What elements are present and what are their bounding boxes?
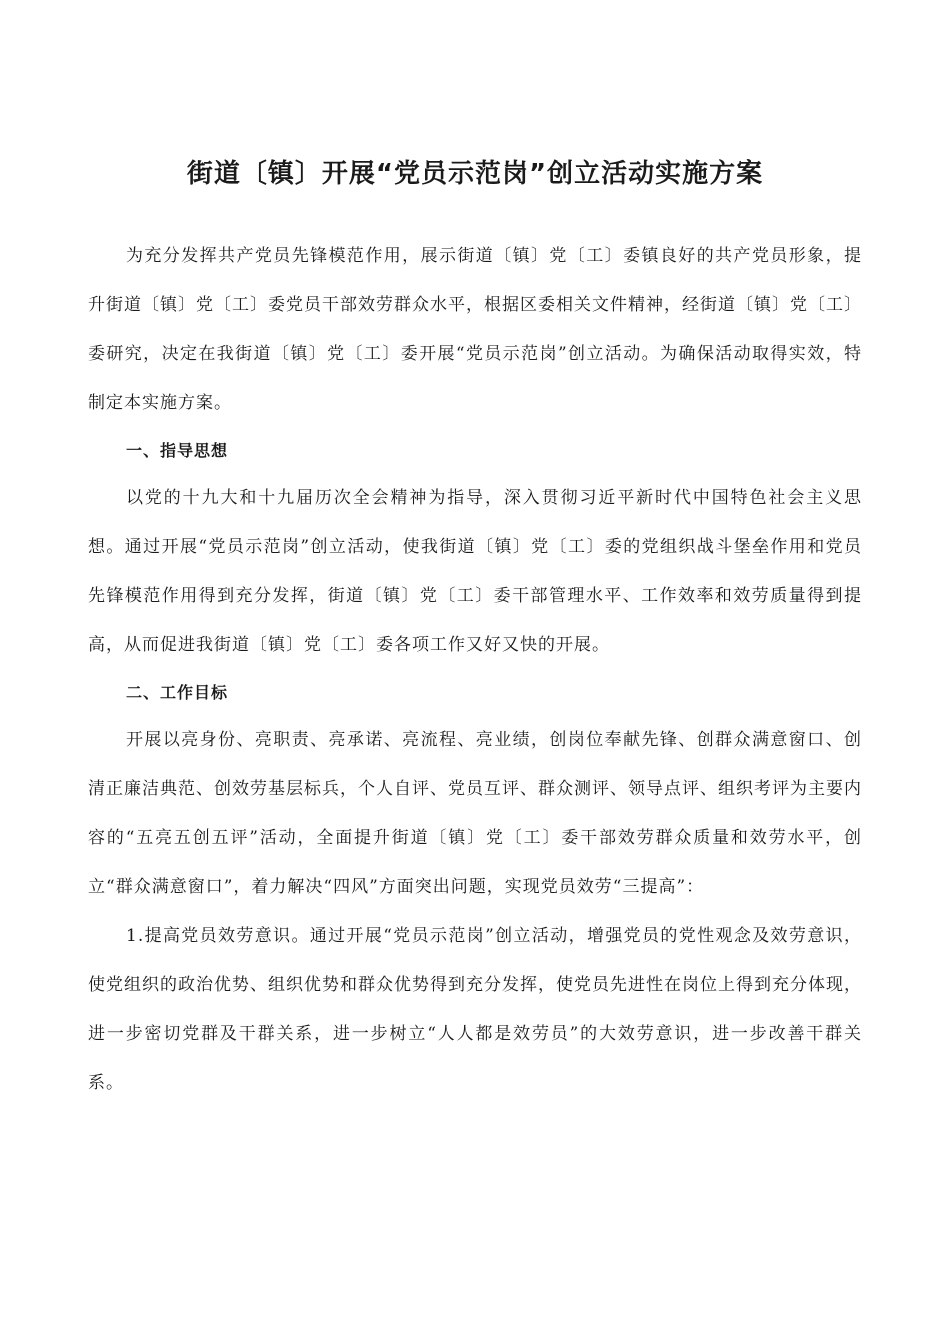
section-heading-work-goals: 二、工作目标: [126, 683, 229, 702]
goal-item-1-paragraph: 1.提高党员效劳意识。通过开展“党员示范岗”创立活动，增强党员的党性观念及效劳意识，使党组织的政治优势、组织优势和群众优势得到充分发挥，使党员先进性在岗位上得到充分体现，进一步密切党群及干群关系，进一步树立“人人都是效劳员”的大效劳意识，进一步改善干群关系。: [88, 926, 862, 1093]
section-heading-guiding-ideology: 一、指导思想: [126, 441, 229, 460]
guiding-ideology-paragraph: 以党的十九大和十九届历次全会精神为指导，深入贯彻习近平新时代中国特色社会主义思想。通过开展“党员示范岗”创立活动，使我街道〔镇〕党〔工〕委的党组织战斗堡垒作用和党员先锋模范作用得到充分发挥，街道〔镇〕党〔工〕委干部管理水平、工作效率和效劳质量得到提高，从而促进我街道〔镇〕党〔工〕委各项工作又好又快的开展。: [88, 488, 862, 655]
document-body: [88, 232, 862, 1108]
document-title: 街道〔镇〕开展“党员示范岗”创立活动实施方案: [186, 159, 764, 189]
intro-paragraph: 为充分发挥共产党员先锋模范作用，展示街道〔镇〕党〔工〕委镇良好的共产党员形象，提升街道〔镇〕党〔工〕委党员干部效劳群众水平，根据区委相关文件精神，经街道〔镇〕党〔工〕委研究，决定在我街道〔镇〕党〔工〕委开展“党员示范岗”创立活动。为确保活动取得实效，特制定本实施方案。: [88, 246, 862, 413]
work-goals-paragraph: 开展以亮身份、亮职责、亮承诺、亮流程、亮业绩，创岗位奉献先锋、创群众满意窗口、创清正廉洁典范、创效劳基层标兵，个人自评、党员互评、群众测评、领导点评、组织考评为主要内容的“五亮五创五评”活动，全面提升街道〔镇〕党〔工〕委干部效劳群众质量和效劳水平，创立“群众满意窗口”，着力解决“四风”方面突出问题，实现党员效劳“三提高”：: [88, 730, 862, 897]
